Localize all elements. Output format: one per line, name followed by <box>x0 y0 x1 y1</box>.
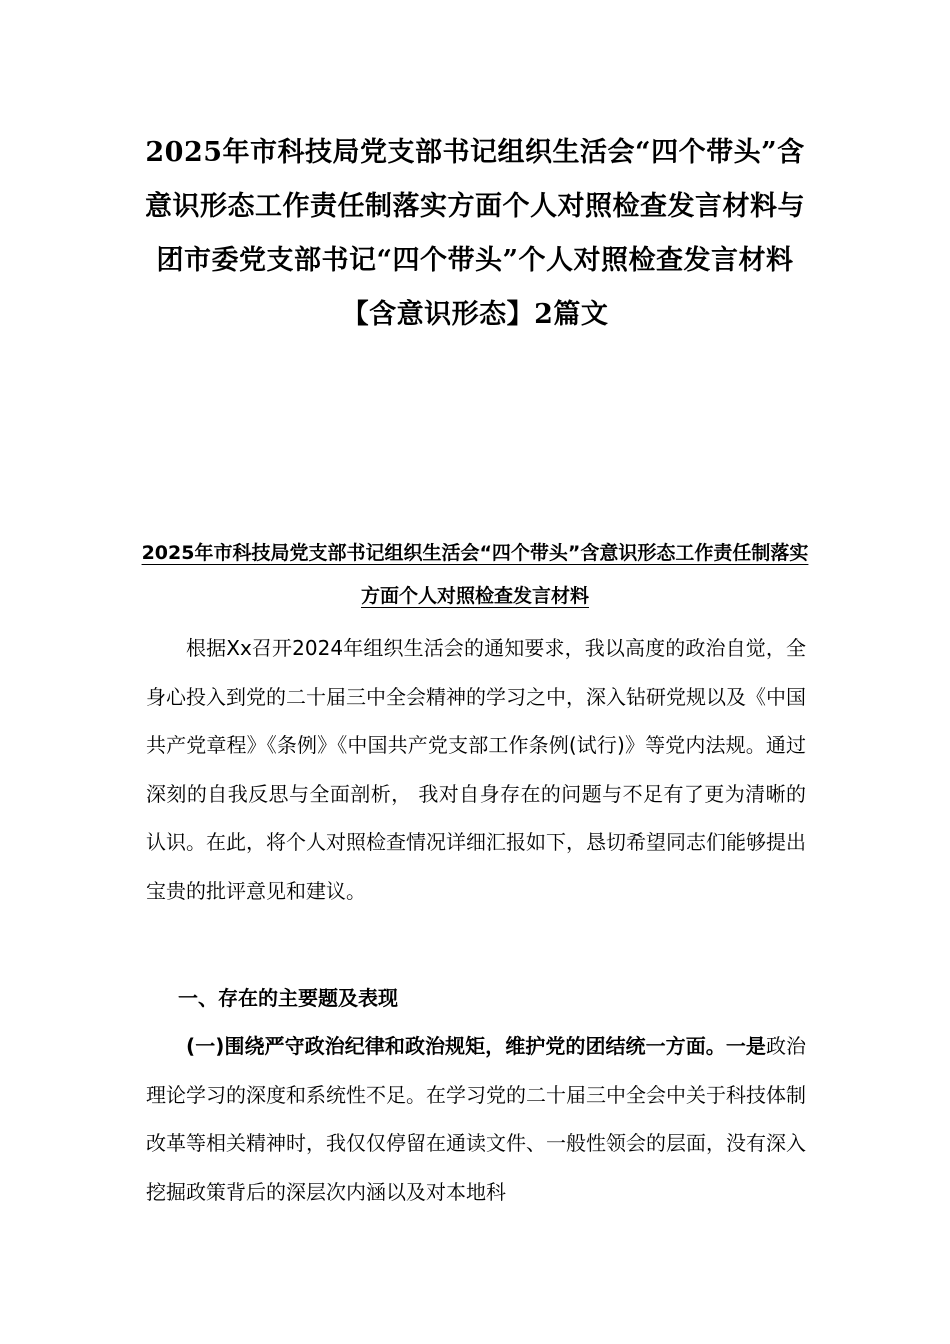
section-one-heading: 一、存在的主要题及表现 <box>178 986 398 1010</box>
subsection-one-lead: (一)围绕严守政治纪律和政治规矩，维护党的团结统一方面。一是 <box>186 1034 766 1058</box>
subsection-one-text: 政治理论学习的深度和系统性不足。在学习党的二十届三中全会中关于科技体制改革等相关精神时，我仅仅停留在通读文件、一般性领会的层面，没有深入挖掘政策背后的深层次内涵以及对本地科 <box>146 1034 807 1204</box>
subsection-one-paragraph <box>146 1022 806 1216</box>
document-main-title: 2025年市科技局党支部书记组织生活会“四个带头”含意识形态工作责任制落实方面个人对照检查发言材料与团市委党支部书记“四个带头”个人对照检查发言材料【含意识形态】2篇文 <box>145 137 805 330</box>
document-sub-title: 2025年市科技局党支部书记组织生活会“四个带头”含意识形态工作责任制落实方面个人对照检查发言材料 <box>141 542 809 607</box>
intro-paragraph: 根据Xx召开2024年组织生活会的通知要求，我以高度的政治自觉，全身心投入到党的二十届三中全会精神的学习之中，深入钻研党规以及《中国共产党章程》《条例》《中国共产党支部工作条例(试行)》等党内法规。通过深刻的自我反思与全面剖析， 我对自身存在的问题与不足有了更为清晰的认识。在此，将个人对照检查情况详细汇报如下，恳切希望同志们能够提出宝贵的批评意见和建议。 <box>146 636 806 903</box>
